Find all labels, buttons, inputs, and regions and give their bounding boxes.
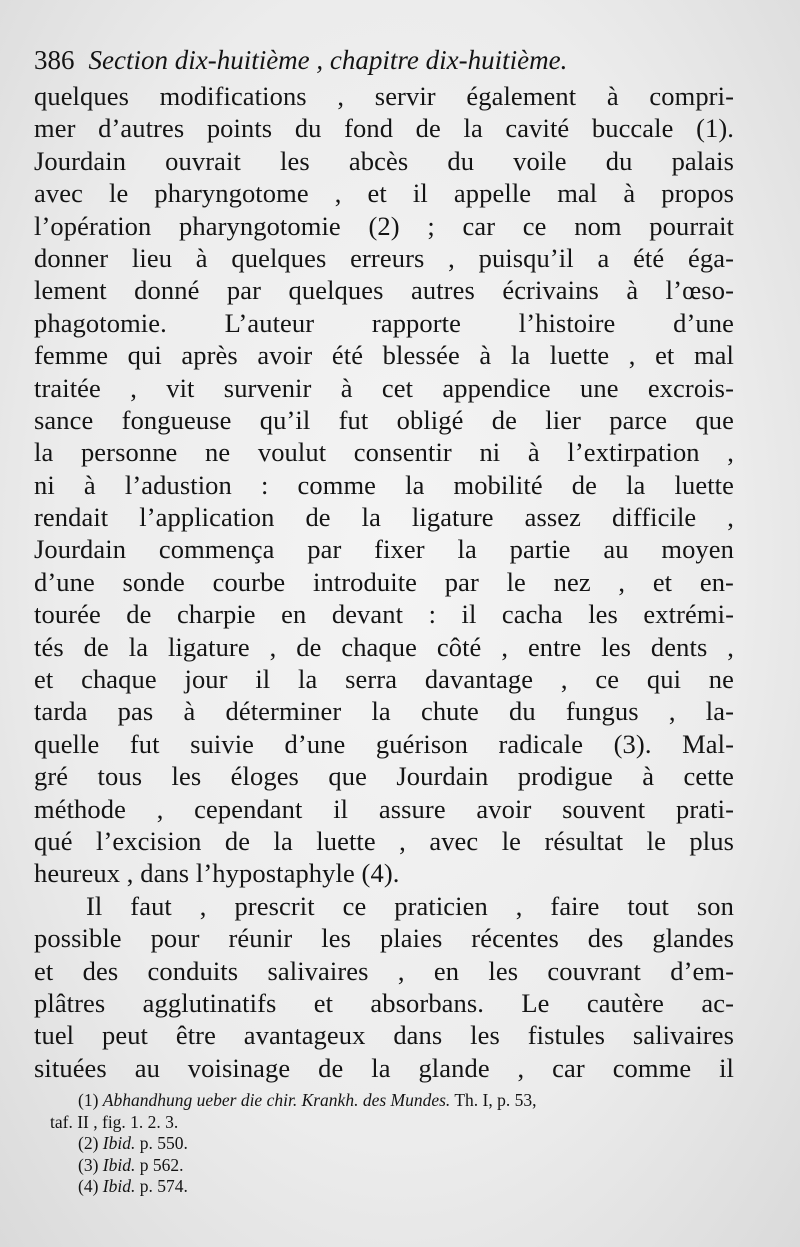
text-line: l’opération pharyngotomie (2) ; car ce nom pourrait: [34, 210, 734, 241]
text-line: tés de la ligature , de chaque côté , entre les dents ,: [34, 631, 734, 662]
running-title: Section dix-huitième , chapitre dix-huitième.: [88, 45, 568, 75]
text-line: heureux , dans l’hypostaphyle (4).: [34, 858, 400, 889]
text-line: et des conduits salivaires , en les couvrant d’em-: [34, 955, 734, 986]
footnotes: [50, 1090, 738, 1198]
text-line: traitée , vit survenir à cet appendice une excrois-: [34, 372, 734, 403]
footnote-reference: p. 550.: [135, 1133, 188, 1153]
text-line: quelle fut suivie d’une guérison radicale (3). Mal-: [34, 728, 734, 759]
footnote-1: [78, 1090, 738, 1112]
text-line: ni à l’adustion : comme la mobilité de la luette: [34, 469, 734, 500]
footnote-1-continued: taf. II , fig. 1. 2. 3.: [50, 1111, 179, 1132]
text-line: d’une sonde courbe introduite par le nez , et en-: [34, 566, 734, 597]
text-line: donner lieu à quelques erreurs , puisqu’il a été éga-: [34, 242, 734, 273]
footnote-marker: (1): [78, 1090, 99, 1110]
text-line: possible pour réunir les plaies récentes des glandes: [34, 923, 734, 954]
footnote-reference: p. 574.: [135, 1176, 188, 1196]
text-line: tuel peut être avantageux dans les fistules salivaires: [34, 1020, 734, 1051]
footnote-ibid: Ibid.: [102, 1154, 136, 1175]
text-line: mer d’autres points du fond de la cavité buccale (1).: [34, 113, 734, 144]
footnote-ibid: Ibid.: [102, 1176, 136, 1196]
page-number: 386: [34, 45, 75, 75]
footnote-marker: (3): [78, 1154, 99, 1175]
text-line: femme qui après avoir été blessée à la luette , et mal: [34, 340, 734, 371]
footnote-4: [78, 1176, 738, 1198]
footnote-reference: Th. I, p. 53,: [450, 1090, 537, 1110]
text-line: méthode , cependant il assure avoir souvent prati-: [34, 793, 734, 824]
text-line: qué l’excision de la luette , avec le résultat le plus: [34, 825, 734, 856]
footnote-marker: (4): [78, 1176, 99, 1196]
text-line: et chaque jour il la serra davantage , ce qui ne: [34, 664, 734, 695]
text-line: avec le pharyngotome , et il appelle mal à propos: [34, 178, 734, 209]
text-line: tarda pas à déterminer la chute du fungus , la-: [34, 696, 734, 727]
text-line: la personne ne voulut consentir ni à l’extirpation ,: [34, 437, 734, 468]
text-line: rendait l’application de la ligature assez difficile ,: [34, 502, 734, 533]
text-line: lement donné par quelques autres écrivains à l’œso-: [34, 275, 734, 306]
text-line: situées au voisinage de la glande , car comme il: [34, 1052, 734, 1083]
text-line: Jourdain ouvrait les abcès du voile du palais: [34, 145, 734, 176]
footnote-work-title: Abhandhung ueber die chir. Krankh. des Mundes.: [102, 1090, 451, 1110]
text-line: sance fongueuse qu’il fut obligé de lier parce que: [34, 404, 734, 435]
text-line: Il faut , prescrit ce praticien , faire tout son: [86, 890, 734, 921]
body-text: [34, 80, 734, 1084]
text-line: tourée de charpie en devant : il cacha les extrémi-: [34, 599, 734, 630]
footnote-2: [78, 1133, 738, 1155]
text-line: quelques modifications , servir également à compri-: [34, 81, 734, 111]
text-line: plâtres agglutinatifs et absorbans. Le cautère ac-: [34, 987, 734, 1018]
footnote-reference: p 562.: [135, 1154, 184, 1175]
footnote-ibid: Ibid.: [102, 1133, 136, 1153]
text-line: Jourdain commença par fixer la partie au moyen: [34, 534, 734, 565]
text-line: phagotomie. L’auteur rapporte l’histoire d’une: [34, 307, 734, 338]
footnote-marker: (2): [78, 1133, 99, 1153]
footnote-3: [78, 1155, 738, 1177]
running-head: [34, 44, 764, 76]
text-line: gré tous les éloges que Jourdain prodigue à cette: [34, 761, 734, 792]
